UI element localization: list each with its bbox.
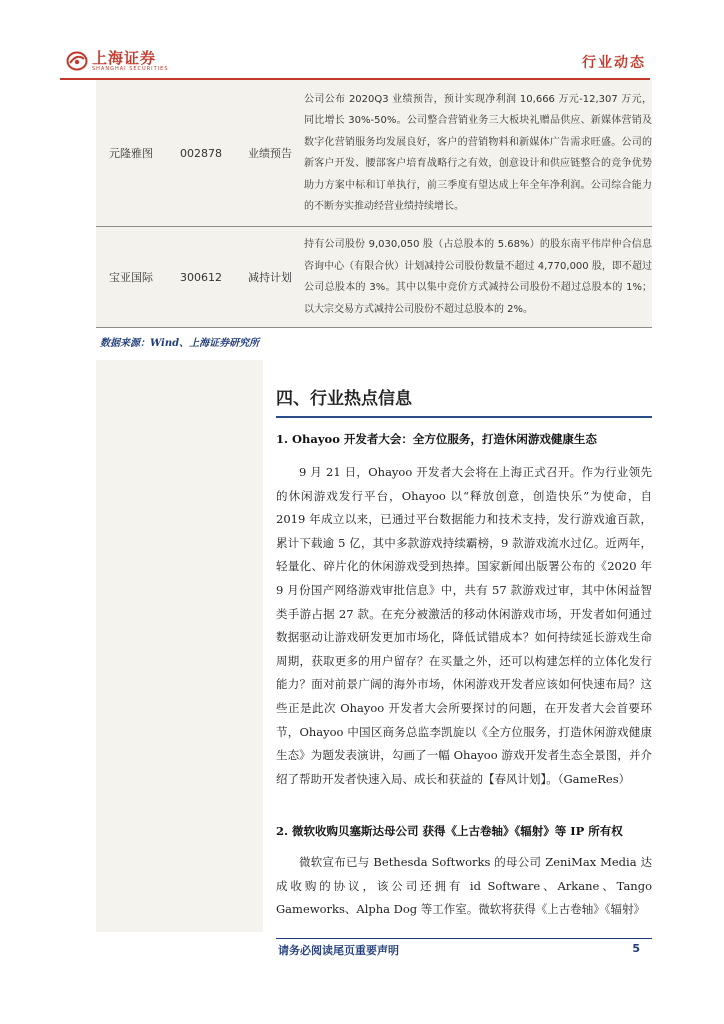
page-header — [60, 44, 650, 80]
page-number: 5 — [632, 942, 640, 955]
article-title: 2. 微软收购贝塞斯达母公司 获得《上古卷轴》《辐射》等 IP 所有权 — [276, 824, 623, 838]
event-type-cell: 减持计划 — [236, 227, 304, 328]
table-row — [96, 227, 652, 328]
section-heading: 四、行业热点信息 — [276, 384, 652, 418]
article-body: 9 月 21 日，Ohayoo 开发者大会将在上海正式召开。作为行业领先的休闲游戏发行平台，Ohayoo 以“释放创意，创造快乐”为使命，自 2019 年成立以来，已通过平台数据能力和技术支持，发行游戏逾百款，累计下载逾 5 亿，其中多款游戏持续霸榜，9 款游戏流水过亿。近两年，轻量化、碎片化的休闲游戏受到热捧。国家新闻出版署公布的《2020 年 9 月份国产网络游戏审批信息》中，共有 57 款游戏过审，其中休闲益智类手游占据 27 款。在充分被激活的移动休闲游戏市场，开发者如何通过数据驱动让游戏研发更加市场化，降低试错成本？如何持续延长游戏生命周期，获取更多的用户留存？在买量之外，还可以构建怎样的立体化发行能力？面对前景广阔的海外市场，休闲游戏开发者应该如何快速布局？这些正是此次 Ohayoo 开发者大会所要探讨的问题，在开发者大会首要环节，Ohayoo 中国区商务总监李凯旋以《全方位服务，打造休闲游戏健康生态》为题发表演讲，勾画了一幅 Ohayoo 游戏开发者生态全景图，并介绍了帮助开发者快速入局、成长和获益的【春风计划】。（GameRes） — [276, 465, 652, 786]
article-2 — [276, 820, 652, 922]
stock-code-cell: 300612 — [166, 227, 236, 328]
disclaimer-note: 请务必阅读尾页重要声明 — [278, 944, 399, 957]
company-name-cell: 元隆雅图 — [96, 80, 166, 227]
logo-emblem-icon — [66, 51, 88, 71]
logo-name-cn: 上海证券 — [92, 49, 157, 67]
event-description-cell: 公司公布 2020Q3 业绩预告，预计实现净利润 10,666 万元-12,307 万元，同比增长 30%-50%。公司整合营销业务三大板块礼赠品供应、新媒体营销及数字化营销服务均发展良好，客户的营销物料和新媒体广告需求旺盛。公司的新客户开发、腰部客户培育战略行之有效，创意设计和供应链整合的竞争优势助力方案中标和订单执行，前三季度有望达成上年全年净利润。公司综合能力的不断夯实推动经营业绩持续增长。 — [304, 80, 652, 227]
header-section-label: 行业动态 — [582, 55, 646, 71]
table-row — [96, 80, 652, 227]
event-description-cell: 持有公司股份 9,030,050 股（占总股本的 5.68%）的股东南平伟岸仲合信息咨询中心（有限合伙）计划减持公司股份数量不超过 4,770,000 股，即不超过公司总股本的 3%。其中以集中竞价方式减持公司股份不超过总股本的 1%；以大宗交易方式减持公司股份不超过总股本的 2%。 — [304, 227, 652, 328]
company-logo — [66, 50, 169, 72]
announcement-table — [96, 80, 652, 328]
company-name-cell: 宝亚国际 — [96, 227, 166, 328]
article-body: 微软宣布已与 Bethesda Softworks 的母公司 ZeniMax Media 达成收购的协议，该公司还拥有 id Software、Arkane、Tango Gameworks、Alpha Dog 等工作室。微软将获得《上古卷轴》《辐射》 — [276, 855, 652, 917]
data-source-note: 数据来源：Wind、上海证券研究所 — [100, 338, 260, 349]
article-1 — [276, 428, 652, 791]
sidebar-panel — [96, 360, 263, 932]
stock-code-cell: 002878 — [166, 80, 236, 227]
article-title: 1. Ohayoo 开发者大会：全方位服务，打造休闲游戏健康生态 — [276, 432, 597, 446]
logo-name-en: SHANGHAI SECURITIES — [92, 66, 169, 72]
page-footer — [276, 938, 652, 959]
event-type-cell: 业绩预告 — [236, 80, 304, 227]
